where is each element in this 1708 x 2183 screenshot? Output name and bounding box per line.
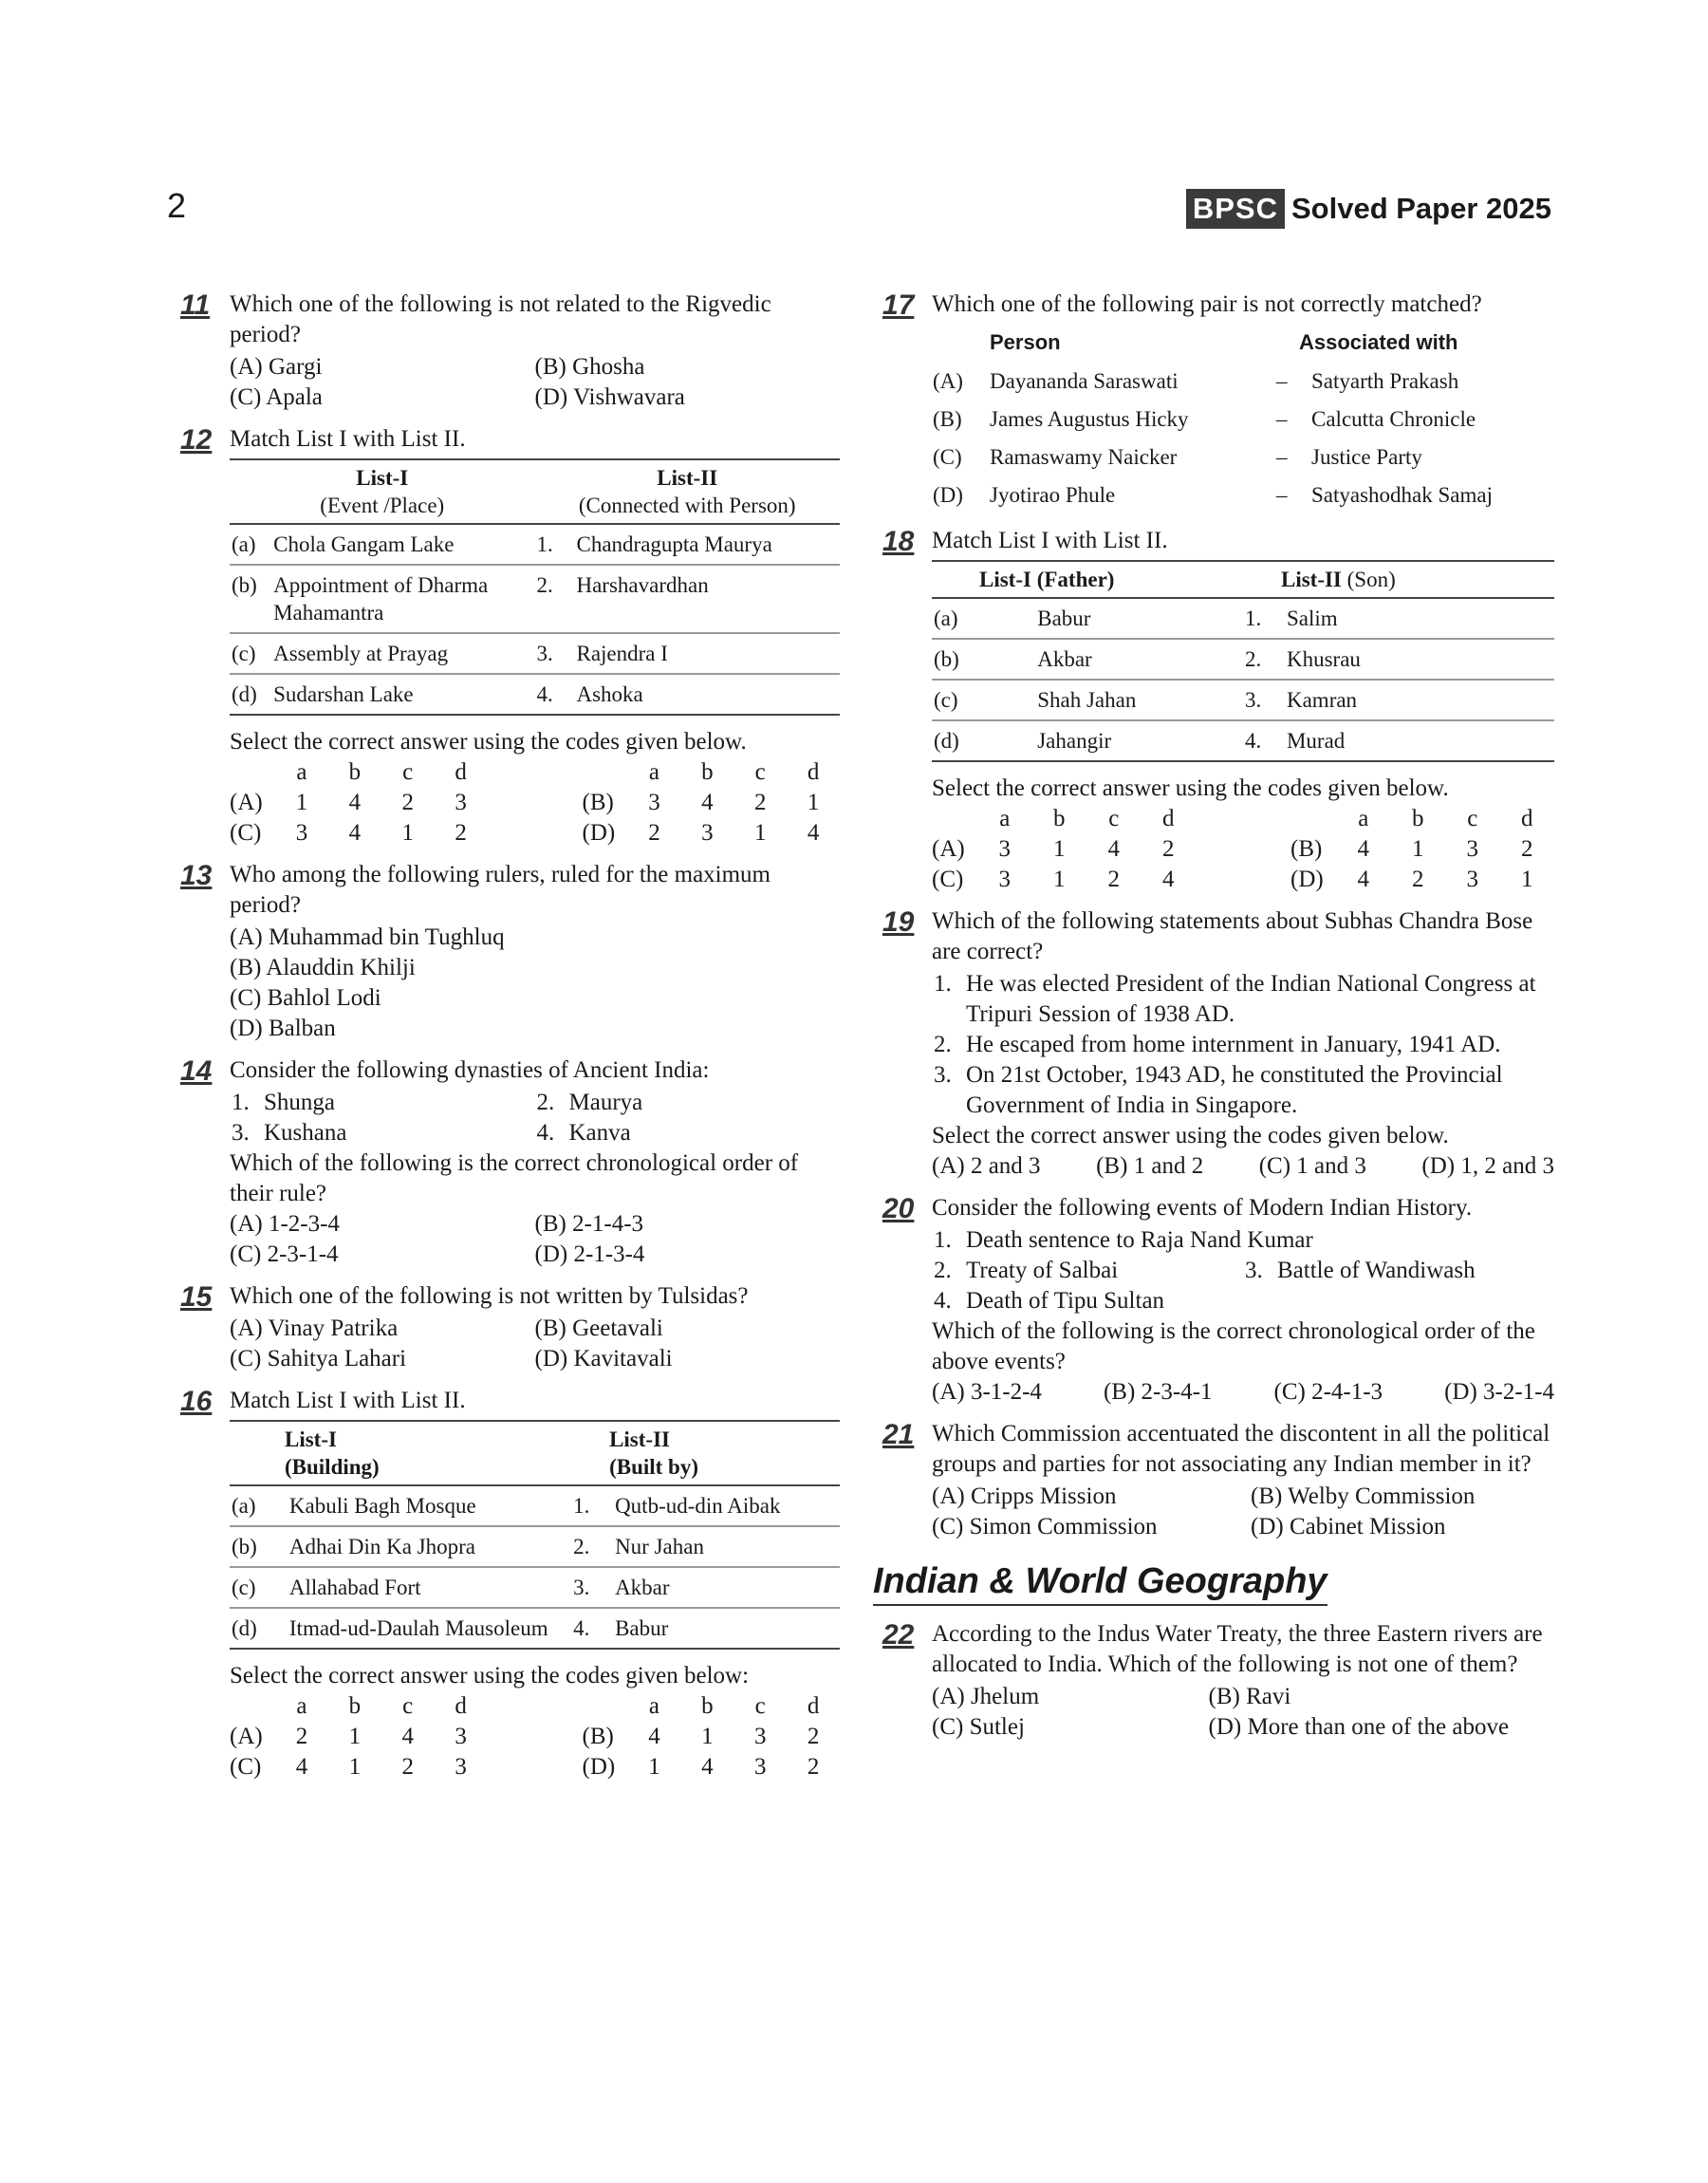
row-label: (c) [230,633,271,674]
code-row: (A) 2 1 4 3 (B) 4 1 3 2 [230,1724,820,1749]
row-label: (d) [230,1608,288,1649]
statement-item: 1. He was elected President of the Indian National Congress at Tripuri Session of 1938 AD. [934,971,1536,1027]
code-row: (C) 3 4 1 2 (D) 2 3 1 4 [230,820,820,846]
row-item: Akbar [1035,639,1243,680]
option-a: (A) 2 and 3 [932,1153,1041,1179]
event-list [932,1225,1554,1316]
associated-header: Associated with [1299,330,1458,354]
code-row: (C) 3 1 2 4 (D) 4 2 3 1 [932,867,1533,892]
row-match: Kamran [1285,680,1554,720]
question-text: Consider the following events of Modern Indian History. [932,1195,1473,1221]
row-match: Murad [1285,720,1554,761]
question-number: 21 [882,1419,915,1450]
sub-question: Which of the following is the correct chronological order of the above events? [932,1318,1535,1374]
table-row [230,1567,840,1608]
question-number: 15 [180,1281,213,1313]
row-number: 4. [571,1608,613,1649]
bpsc-logo: BPSC [1186,189,1285,229]
options [230,352,840,413]
table-row [932,639,1554,680]
codes-table [230,1691,840,1782]
row-number: 2. [534,565,574,633]
question-text: Which one of the following pair is not correctly matched? [932,291,1482,317]
page-number: 2 [167,186,187,225]
option-a: (A) Gargi [230,354,323,380]
question-text: According to the Indus Water Treaty, the three Eastern rivers are allocated to India. Which of the following is not one of them? [932,1621,1543,1677]
code-header: a [999,806,1011,831]
code-row: (A) 1 4 2 3 (B) 3 4 2 1 [230,790,820,815]
row-match: Khusrau [1285,639,1554,680]
list2-subheader: (Connected with Person) [578,494,796,517]
table-row [230,1526,840,1567]
table-row [932,720,1554,761]
question-15 [180,1281,840,1374]
select-instruction: Select the correct answer using the codes given below: [230,1663,750,1689]
row-match: Rajendra I [574,633,840,674]
list1-header: List-I [285,1427,337,1451]
row-label: (c) [932,680,1035,720]
select-instruction: Select the correct answer using the codes given below. [230,729,747,755]
option-d: (D) Cabinet Mission [1251,1514,1446,1539]
option-c: (C) 2-3-1-4 [230,1241,339,1267]
row-item: Adhai Din Ka Jhopra [288,1526,571,1567]
option-c: (C) Apala [230,384,323,410]
row-item: Assembly at Prayag [271,633,534,674]
option-d: (D) 3-2-1-4 [1444,1379,1554,1405]
table-row: (C) Ramaswamy Naicker – Justice Party [933,445,1422,469]
row-label: (c) [230,1567,288,1608]
list-item: 3. Kushana [232,1120,347,1146]
question-number: 12 [180,424,213,456]
options [932,1682,1554,1743]
option-b: (B) 1 and 2 [1096,1153,1204,1179]
code-row: (A) 3 1 4 2 (B) 4 1 3 2 [932,836,1533,862]
code-header: b [1412,806,1424,831]
code-header: d [455,759,467,785]
question-number: 19 [882,906,915,938]
list-item: 2. Treaty of Salbai [934,1258,1119,1283]
option-d: (D) 2-1-3-4 [534,1241,645,1267]
option-b: (B) Geetavali [534,1315,663,1341]
row-number: 1. [534,524,574,565]
list1-header: List-I [979,568,1031,591]
row-label: (a) [932,598,1035,639]
code-header: d [1521,806,1533,831]
code-header: a [296,759,307,785]
question-number: 14 [180,1055,213,1087]
option-c: (C) Bahlol Lodi [230,985,381,1011]
row-item: Shah Jahan [1035,680,1243,720]
table-row [230,674,840,715]
option-d: (D) Vishwavara [534,384,685,410]
code-header: c [1467,806,1478,831]
list2-header: List-II [657,466,718,490]
table-row [230,565,840,633]
statement-item: 3. On 21st October, 1943 AD, he constituted the Provincial Government of India in Singapore. [934,1062,1503,1118]
options [932,1482,1554,1542]
question-18 [882,526,1554,895]
question-21 [882,1419,1554,1542]
list1-header: List-I [356,466,409,490]
question-number: 22 [882,1619,915,1651]
list2-subheader: (Built by) [609,1455,698,1479]
list-item: 1. Shunga [232,1090,335,1115]
row-match: Qutb-ud-din Aibak [613,1485,840,1526]
row-number: 3. [571,1567,613,1608]
question-text: Which of the following statements about Subhas Chandra Bose are correct? [932,908,1533,964]
code-header: c [754,1693,766,1719]
list1-subheader: (Event /Place) [320,494,445,517]
table-row [230,524,840,565]
options [932,1151,1554,1182]
table-row: (B) James Augustus Hicky – Calcutta Chronicle [933,407,1476,431]
question-text: Who among the following rulers, ruled for the maximum period? [230,862,771,918]
row-number: 2. [571,1526,613,1567]
list-item: 2. Maurya [536,1090,643,1115]
code-header: a [296,1693,307,1719]
code-header: c [402,759,414,785]
codes-table [230,757,840,849]
code-header: b [348,1693,362,1719]
select-instruction: Select the correct answer using the codes given below. [932,775,1449,801]
option-d: (D) 1, 2 and 3 [1421,1153,1554,1179]
row-item: Babur [1035,598,1243,639]
option-a: (A) Vinay Patrika [230,1315,399,1341]
table-row: (A) Dayananda Saraswati – Satyarth Prakash [933,369,1459,393]
code-header: b [701,1693,714,1719]
option-c: (C) Sahitya Lahari [230,1346,407,1371]
code-header: d [807,1693,820,1719]
question-number: 20 [882,1193,915,1224]
question-text: Match List I with List II. [230,1388,466,1413]
row-label: (a) [230,524,271,565]
question-22 [882,1619,1554,1743]
list2-subheader: (Son) [1346,568,1396,591]
row-number: 4. [1243,720,1285,761]
option-c: (C) Sutlej [932,1714,1025,1740]
row-item: Kabuli Bagh Mosque [288,1485,571,1526]
row-number: 4. [534,674,574,715]
list1-subheader: (Father) [1036,568,1115,591]
question-14 [180,1055,840,1270]
code-header: a [1358,806,1369,831]
match-table [230,458,840,716]
row-match: Ashoka [574,674,840,715]
question-19 [882,906,1554,1182]
options [230,1209,840,1270]
row-item: Allahabad Fort [288,1567,571,1608]
row-number: 2. [1243,639,1285,680]
code-header: b [1053,806,1066,831]
option-d: (D) More than one of the above [1208,1714,1510,1740]
row-item: Sudarshan Lake [271,674,534,715]
question-text: Match List I with List II. [932,528,1168,553]
row-item: Jahangir [1035,720,1243,761]
sub-question: Which of the following is the correct chronological order of their rule? [230,1150,799,1206]
list2-header: List-II [1280,568,1342,591]
code-header: d [455,1693,467,1719]
row-number: 1. [571,1485,613,1526]
table-row [230,1608,840,1649]
question-text: Which one of the following is not written by Tulsidas? [230,1283,749,1309]
option-a: (A) 1-2-3-4 [230,1211,340,1237]
row-label: (a) [230,1485,288,1526]
row-match: Babur [613,1608,840,1649]
list2-header: List-II [609,1427,670,1451]
list-item: 3. Battle of Wandiwash [1245,1258,1476,1283]
row-number: 3. [534,633,574,674]
row-item: Appointment of Dharma Mahamantra [271,565,534,633]
row-label: (b) [932,639,1035,680]
row-label: (b) [230,1526,288,1567]
list-item: 4. Kanva [536,1120,631,1146]
code-header: b [348,759,362,785]
question-12 [180,424,840,849]
row-number: 3. [1243,680,1285,720]
code-header: d [1162,806,1175,831]
table-row [230,633,840,674]
option-a: (A) Cripps Mission [932,1483,1117,1509]
table-row [932,680,1554,720]
code-header: c [754,759,766,785]
question-text: Consider the following dynasties of Ancient India: [230,1057,710,1083]
row-label: (d) [932,720,1035,761]
option-b: (B) 2-3-4-1 [1103,1379,1213,1405]
option-c: (C) 2-4-1-3 [1273,1379,1383,1405]
pair-table [932,324,1554,514]
question-number: 13 [180,860,213,891]
option-c: (C) 1 and 3 [1258,1153,1366,1179]
question-number: 11 [180,289,211,321]
row-item: Chola Gangam Lake [271,524,534,565]
select-instruction: Select the correct answer using the codes given below. [932,1123,1449,1148]
option-a: (A) Jhelum [932,1684,1040,1709]
list-item: 1. Death sentence to Raja Nand Kumar [934,1227,1313,1253]
question-text: Which one of the following is not related to the Rigvedic period? [230,291,771,347]
question-number: 16 [180,1386,213,1417]
code-header: a [648,1693,659,1719]
right-column [873,289,1554,1754]
table-row [230,1485,840,1526]
section-heading: Indian & World Geography [873,1561,1327,1606]
row-match: Salim [1285,598,1554,639]
match-table [230,1420,840,1650]
code-row: (C) 4 1 2 3 (D) 1 4 3 2 [230,1754,820,1780]
table-row: (D) Jyotirao Phule – Satyashodhak Samaj [933,483,1493,507]
question-20 [882,1193,1554,1408]
row-number: 1. [1243,598,1285,639]
code-header: c [402,1693,414,1719]
question-16 [180,1386,840,1782]
options [932,1377,1554,1408]
option-d: (D) Kavitavali [534,1346,673,1371]
codes-table [932,804,1554,895]
code-header: c [1108,806,1120,831]
question-text: Match List I with List II. [230,426,466,452]
question-number: 18 [882,526,915,557]
question-17 [882,289,1554,514]
option-b: (B) Alauddin Khilji [230,955,416,980]
option-d: (D) Balban [230,1016,336,1041]
running-header [1186,189,1551,229]
option-b: (B) Ghosha [534,354,645,380]
row-match: Akbar [613,1567,840,1608]
person-header: Person [990,330,1061,354]
statement-item: 2. He escaped from home internment in January, 1941 AD. [934,1032,1501,1057]
header-title: Solved Paper 2025 [1291,192,1551,225]
option-b: (B) Welby Commission [1251,1483,1476,1509]
code-header: a [648,759,659,785]
question-text: Which Commission accentuated the discontent in all the political groups and parties for not associating any Indian member in it? [932,1421,1550,1477]
option-b: (B) Ravi [1208,1684,1291,1709]
options [230,1314,840,1374]
code-header: d [807,759,820,785]
row-item: Itmad-ud-Daulah Mausoleum [288,1608,571,1649]
option-b: (B) 2-1-4-3 [534,1211,644,1237]
list-item: 4. Death of Tipu Sultan [934,1288,1165,1314]
question-11 [180,289,840,413]
row-match: Chandragupta Maurya [574,524,840,565]
question-number: 17 [882,289,915,321]
option-c: (C) Simon Commission [932,1514,1158,1539]
code-header: b [701,759,714,785]
row-match: Nur Jahan [613,1526,840,1567]
table-row [932,598,1554,639]
option-a: (A) Muhammad bin Tughluq [230,924,505,950]
option-a: (A) 3-1-2-4 [932,1379,1042,1405]
question-13 [180,860,840,1044]
row-label: (d) [230,674,271,715]
row-label: (b) [230,565,271,633]
match-table [932,560,1554,762]
left-column [180,289,840,1794]
dynasty-list [230,1088,840,1148]
row-match: Harshavardhan [574,565,840,633]
list1-subheader: (Building) [285,1455,380,1479]
